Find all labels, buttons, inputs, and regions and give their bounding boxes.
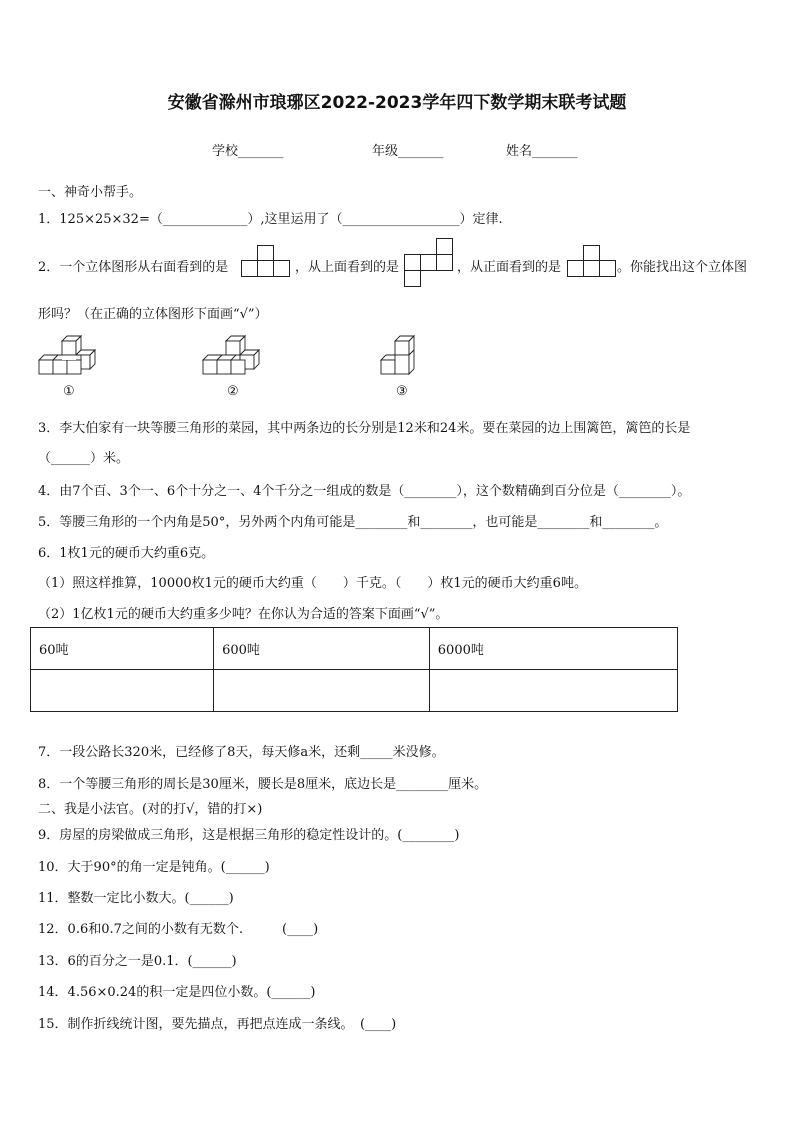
name-field: 姓名_______ bbox=[506, 144, 578, 159]
question-2-part-3: ，从正面看到的是 bbox=[457, 260, 562, 275]
question-6-1: （1）照这样推算，10000枚1元的硬币大约重（ ）千克。（ ）枚1元的硬币大约重6吨。 bbox=[38, 576, 587, 591]
top-view-figure bbox=[404, 238, 454, 287]
option-3-label: ③ bbox=[396, 384, 408, 399]
answer-cell[interactable] bbox=[429, 670, 677, 712]
table-header-cell: 60吨 bbox=[31, 628, 214, 670]
question-1: 1．125×25×32=（_____________）,这里运用了（__________________）定律. bbox=[38, 212, 503, 227]
question-5: 5．等腰三角形的一个内角是50°，另外两个内角可能是________和________，也可能是________和________。 bbox=[38, 515, 668, 530]
question-15: 15．制作折线统计图，要先描点，再把点连成一条线。 (____) bbox=[38, 1017, 397, 1032]
question-3-line-1: 3．李大伯家有一块等腰三角形的菜园，其中两条边的长分别是12米和24米。要在菜园的边上围篱笆，篱笆的长是 bbox=[38, 421, 691, 436]
answer-options-table bbox=[30, 627, 678, 712]
question-2-part-1: 2．一个立体图形从右面看到的是 bbox=[38, 260, 229, 275]
question-12: 12．0.6和0.7之间的小数有无数个. (____) bbox=[38, 922, 319, 937]
question-4: 4．由7个百、3个一、6个十分之一、4个千分之一组成的数是（________），这个数精确到百分位是（________）。 bbox=[38, 484, 691, 499]
section-1-heading: 一、神奇小帮手。 bbox=[38, 185, 143, 200]
table-header-cell: 600吨 bbox=[214, 628, 430, 670]
answer-cell[interactable] bbox=[214, 670, 430, 712]
question-7: 7．一段公路长320米，已经修了8天，每天修a米，还剩_____米没修。 bbox=[38, 745, 445, 760]
solid-figure-option-3[interactable] bbox=[378, 333, 428, 379]
option-2-label: ② bbox=[227, 384, 239, 399]
solid-figure-option-1[interactable] bbox=[36, 333, 106, 379]
document-title: 安徽省滁州市琅琊区2022-2023学年四下数学期末联考试题 bbox=[167, 93, 627, 113]
question-8: 8．一个等腰三角形的周长是30厘米，腰长是8厘米，底边长是________厘米。 bbox=[38, 777, 488, 792]
question-3-line-2: （______）米。 bbox=[38, 451, 130, 466]
table-header-row bbox=[31, 628, 678, 670]
school-field: 学校_______ bbox=[212, 144, 284, 159]
question-2-part-4: 。你能找出这个立体图 bbox=[617, 260, 748, 275]
table-header-cell: 6000吨 bbox=[429, 628, 677, 670]
question-11: 11．整数一定比小数大。(______) bbox=[38, 891, 234, 906]
question-2-part-5: 形吗？（在正确的立体图形下面画“√”） bbox=[38, 307, 268, 322]
question-2-part-2: ，从上面看到的是 bbox=[295, 260, 400, 275]
question-6-2: （2）1亿枚1元的硬币大约重多少吨？在你认为合适的答案下面画“√”。 bbox=[38, 607, 449, 622]
section-2-heading: 二、我是小法官。(对的打√，错的打×) bbox=[38, 802, 263, 817]
front-view-figure bbox=[567, 245, 617, 277]
grade-field: 年级_______ bbox=[372, 144, 444, 159]
table-answer-row bbox=[31, 670, 678, 712]
question-10: 10．大于90°的角一定是钝角。(______) bbox=[38, 860, 270, 875]
question-9: 9．房屋的房梁做成三角形，这是根据三角形的稳定性设计的。(________) bbox=[38, 828, 460, 843]
question-14: 14．4.56×0.24的积一定是四位小数。(______) bbox=[38, 985, 316, 1000]
question-6: 6．1枚1元的硬币大约重6克。 bbox=[38, 546, 215, 561]
right-view-figure bbox=[241, 245, 291, 277]
option-1-label: ① bbox=[63, 384, 75, 399]
answer-cell[interactable] bbox=[31, 670, 214, 712]
solid-figure-option-2[interactable] bbox=[200, 333, 272, 379]
question-13: 13．6的百分之一是0.1．(______) bbox=[38, 954, 237, 969]
